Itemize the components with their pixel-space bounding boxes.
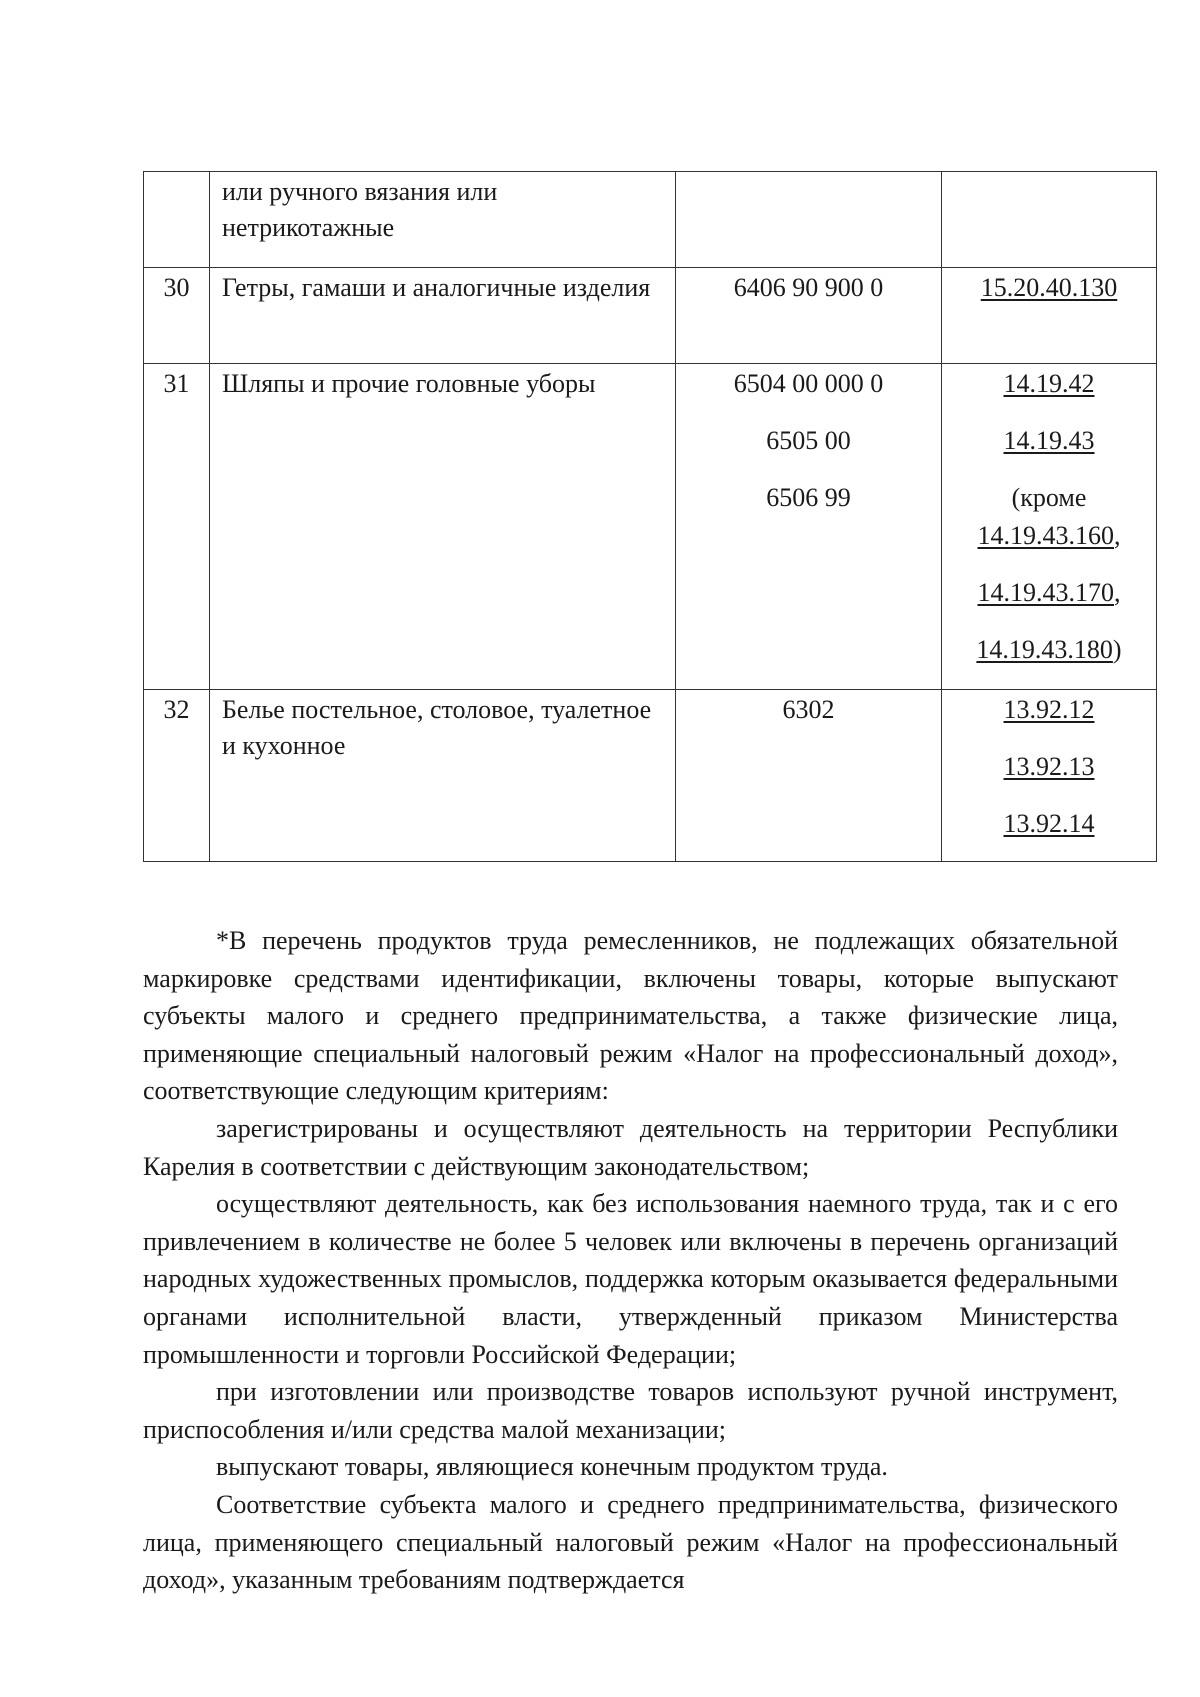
okpd-code-link[interactable]: 13.92.13 — [1003, 752, 1095, 781]
footnote-paragraph: *В перечень продуктов труда ремесленников, не подлежащих обязательной маркировке средствами идентификации, включены товары, которые выпускают субъекты малого и среднего предпринимательства, а также физические лица, применяющие специальный налоговый режим «Налог на профессиональный доход», соответствующие следующим критериям: — [143, 926, 1118, 1106]
row-number-cell — [144, 172, 210, 268]
table-row — [144, 172, 1157, 268]
okpd-code-cell — [942, 364, 1157, 690]
table-row — [144, 268, 1157, 364]
okpd-code-link[interactable]: 15.20.40.130 — [980, 273, 1118, 302]
tnved-code: 6406 90 900 0 — [733, 273, 884, 302]
okpd-code-link[interactable]: 13.92.14 — [1003, 809, 1095, 838]
criteria-paragraph: зарегистрированы и осуществляют деятельность на территории Республики Карелия в соответствии с действующим законодательством; — [143, 1113, 1118, 1181]
okpd-code-link[interactable]: 14.19.43.170 — [977, 578, 1114, 607]
row-number-cell: 30 — [144, 268, 210, 364]
okpd-code-cell — [942, 690, 1157, 862]
tnved-code-cell — [676, 172, 942, 268]
table-row — [144, 690, 1157, 862]
okpd-code-link[interactable]: 14.19.43.180 — [976, 635, 1113, 664]
tnved-code: 6506 99 — [766, 483, 851, 512]
goods-table — [143, 171, 1157, 862]
product-name-cell: Шляпы и прочие головные уборы — [210, 364, 676, 690]
okpd-code-link[interactable]: 14.19.42 — [1003, 369, 1095, 398]
tnved-code-cell — [676, 690, 942, 862]
okpd-code-item — [942, 366, 1156, 402]
product-name-cell: Белье постельное, столовое, туалетное и кухонное — [210, 690, 676, 862]
tnved-code-cell — [676, 268, 942, 364]
okpd-close-paren: ) — [1112, 635, 1122, 664]
okpd-code-item — [942, 632, 1156, 668]
okpd-code-item — [942, 518, 1156, 554]
row-number-cell: 32 — [144, 690, 210, 862]
goods-table-container — [143, 171, 1156, 862]
okpd-exception-label: (кроме — [1011, 483, 1087, 512]
product-name-cell: Гетры, гамаши и аналогичные изделия — [210, 268, 676, 364]
okpd-code-link[interactable]: 14.19.43.160 — [977, 521, 1114, 550]
okpd-code-item — [942, 575, 1156, 611]
criteria-paragraph: осуществляют деятельность, как без использования наемного труда, так и с его привлечением в количестве не более 5 человек или включены в перечень организаций народных художественных промыслов, поддержка которым оказывается федеральными органами исполнительной власти, утвержденный приказом Министерства промышленности и торговли Российской Федерации; — [143, 1189, 1118, 1369]
tnved-code: 6505 00 — [766, 426, 851, 455]
okpd-code-item — [942, 423, 1156, 459]
okpd-separator: , — [1114, 578, 1121, 607]
tnved-code-cell — [676, 364, 942, 690]
okpd-code-cell — [942, 268, 1157, 364]
okpd-separator: , — [1114, 521, 1121, 550]
footnote-text — [143, 922, 1118, 1599]
okpd-code-link[interactable]: 14.19.43 — [1003, 426, 1095, 455]
okpd-code-link[interactable]: 13.92.12 — [1003, 695, 1095, 724]
criteria-paragraph: при изготовлении или производстве товаров используют ручной инструмент, приспособления и/или средства малой механизации; — [143, 1377, 1118, 1444]
tnved-code: 6302 — [782, 695, 835, 724]
confirmation-paragraph: Соответствие субъекта малого и среднего предпринимательства, физического лица, применяющего специальный налоговый режим «Налог на профессиональный доход», указанным требованиям подтверждается — [143, 1489, 1118, 1595]
tnved-code: 6504 00 000 0 — [733, 369, 884, 398]
product-name-cell: или ручного вязания или нетрикотажные — [210, 172, 676, 268]
okpd-code-cell — [942, 172, 1157, 268]
table-row — [144, 364, 1157, 690]
criteria-paragraph: выпускают товары, являющиеся конечным продуктом труда. — [216, 1452, 888, 1482]
row-number-cell: 31 — [144, 364, 210, 690]
